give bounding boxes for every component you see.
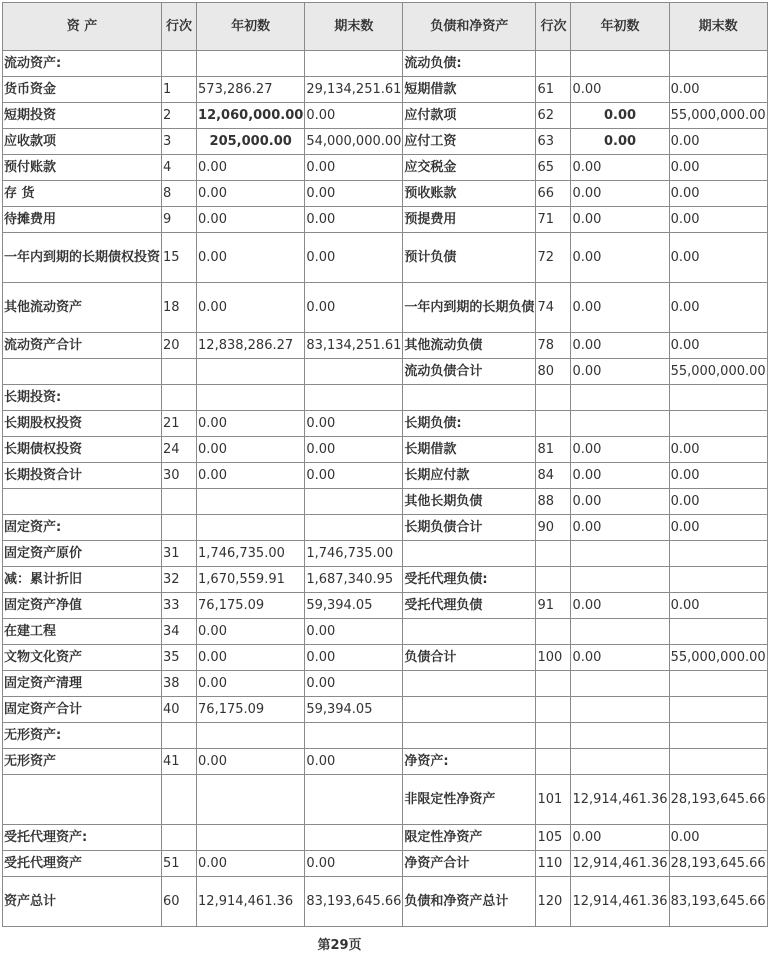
asset-line-no-cell (162, 775, 197, 825)
liability-ending-cell: 0.00 (669, 593, 767, 619)
table-row (3, 51, 768, 77)
liability-item-cell: 受托代理负债 (403, 593, 536, 619)
table-row (3, 283, 768, 333)
liability-beginning-cell (571, 411, 669, 437)
table-row (3, 825, 768, 851)
asset-line-no-cell: 51 (162, 851, 197, 877)
asset-beginning-cell: 12,060,000.00 (197, 103, 305, 129)
table-row (3, 181, 768, 207)
asset-ending-cell: 0.00 (305, 103, 403, 129)
table-row (3, 851, 768, 877)
liability-ending-cell: 0.00 (669, 515, 767, 541)
header-line-no: 行次 (536, 3, 571, 51)
liability-ending-cell (669, 671, 767, 697)
asset-item-cell: 固定资产清理 (3, 671, 162, 697)
liability-item-cell: 净资产合计 (403, 851, 536, 877)
liability-line-no-cell (536, 51, 571, 77)
asset-beginning-cell: 0.00 (197, 207, 305, 233)
asset-line-no-cell: 34 (162, 619, 197, 645)
asset-item-cell: 货币资金 (3, 77, 162, 103)
liability-line-no-cell: 61 (536, 77, 571, 103)
asset-item-cell: 待摊费用 (3, 207, 162, 233)
asset-item-cell: 固定资产: (3, 515, 162, 541)
table-row (3, 567, 768, 593)
liability-line-no-cell (536, 723, 571, 749)
asset-line-no-cell: 2 (162, 103, 197, 129)
liability-ending-cell: 55,000,000.00 (669, 645, 767, 671)
liability-line-no-cell (536, 385, 571, 411)
asset-item-cell (3, 359, 162, 385)
liability-beginning-cell (571, 671, 669, 697)
liability-ending-cell: 0.00 (669, 489, 767, 515)
liability-beginning-cell: 0.00 (571, 233, 669, 283)
liability-item-cell (403, 671, 536, 697)
header-line-no: 行次 (162, 3, 197, 51)
asset-line-no-cell (162, 385, 197, 411)
asset-item-cell: 存 货 (3, 181, 162, 207)
liability-beginning-cell: 0.00 (571, 359, 669, 385)
liability-beginning-cell: 12,914,461.36 (571, 851, 669, 877)
liability-item-cell: 应交税金 (403, 155, 536, 181)
liability-line-no-cell: 91 (536, 593, 571, 619)
liability-line-no-cell: 72 (536, 233, 571, 283)
liability-item-cell: 长期借款 (403, 437, 536, 463)
liability-ending-cell: 83,193,645.66 (669, 877, 767, 927)
asset-beginning-cell: 0.00 (197, 233, 305, 283)
liability-item-cell: 流动负债合计 (403, 359, 536, 385)
asset-ending-cell: 0.00 (305, 437, 403, 463)
asset-item-cell (3, 489, 162, 515)
table-row (3, 775, 768, 825)
liability-item-cell (403, 619, 536, 645)
asset-ending-cell (305, 359, 403, 385)
liability-item-cell: 应付款项 (403, 103, 536, 129)
asset-beginning-cell (197, 359, 305, 385)
liability-ending-cell (669, 51, 767, 77)
asset-beginning-cell: 76,175.09 (197, 593, 305, 619)
liability-item-cell: 其他流动负债 (403, 333, 536, 359)
asset-beginning-cell: 0.00 (197, 851, 305, 877)
asset-item-cell: 长期股权投资 (3, 411, 162, 437)
asset-item-cell: 流动资产: (3, 51, 162, 77)
asset-line-no-cell (162, 723, 197, 749)
table-row (3, 233, 768, 283)
liability-line-no-cell: 78 (536, 333, 571, 359)
liability-line-no-cell: 62 (536, 103, 571, 129)
liability-ending-cell: 55,000,000.00 (669, 359, 767, 385)
asset-item-cell: 在建工程 (3, 619, 162, 645)
asset-ending-cell: 0.00 (305, 645, 403, 671)
liability-ending-cell: 0.00 (669, 155, 767, 181)
liability-beginning-cell (571, 619, 669, 645)
liability-beginning-cell: 0.00 (571, 207, 669, 233)
liability-line-no-cell: 120 (536, 877, 571, 927)
asset-item-cell: 长期债权投资 (3, 437, 162, 463)
liability-line-no-cell (536, 411, 571, 437)
liability-beginning-cell (571, 541, 669, 567)
asset-beginning-cell: 1,670,559.91 (197, 567, 305, 593)
liability-ending-cell: 0.00 (669, 181, 767, 207)
liability-line-no-cell (536, 697, 571, 723)
liability-ending-cell: 0.00 (669, 437, 767, 463)
asset-ending-cell: 59,394.05 (305, 593, 403, 619)
liability-beginning-cell: 0.00 (571, 77, 669, 103)
table-row (3, 333, 768, 359)
liability-ending-cell: 0.00 (669, 207, 767, 233)
liability-item-cell: 应付工资 (403, 129, 536, 155)
asset-item-cell: 固定资产净值 (3, 593, 162, 619)
liability-line-no-cell (536, 749, 571, 775)
asset-ending-cell: 0.00 (305, 283, 403, 333)
asset-line-no-cell: 33 (162, 593, 197, 619)
asset-item-cell: 固定资产原价 (3, 541, 162, 567)
asset-item-cell: 应收款项 (3, 129, 162, 155)
asset-ending-cell: 0.00 (305, 749, 403, 775)
asset-ending-cell: 83,193,645.66 (305, 877, 403, 927)
liability-item-cell: 一年内到期的长期负债 (403, 283, 536, 333)
asset-line-no-cell (162, 51, 197, 77)
asset-ending-cell: 59,394.05 (305, 697, 403, 723)
liability-ending-cell (669, 541, 767, 567)
table-row (3, 463, 768, 489)
liability-beginning-cell: 0.00 (571, 645, 669, 671)
asset-item-cell: 文物文化资产 (3, 645, 162, 671)
asset-beginning-cell: 205,000.00 (197, 129, 305, 155)
asset-ending-cell: 54,000,000.00 (305, 129, 403, 155)
liability-item-cell (403, 697, 536, 723)
table-row (3, 155, 768, 181)
liability-beginning-cell: 0.00 (571, 283, 669, 333)
liability-beginning-cell: 0.00 (571, 333, 669, 359)
liability-item-cell (403, 541, 536, 567)
liability-beginning-cell: 0.00 (571, 825, 669, 851)
asset-item-cell: 减：累计折旧 (3, 567, 162, 593)
asset-beginning-cell (197, 515, 305, 541)
liability-ending-cell: 0.00 (669, 233, 767, 283)
liability-ending-cell: 0.00 (669, 129, 767, 155)
liability-item-cell: 非限定性净资产 (403, 775, 536, 825)
table-row (3, 619, 768, 645)
header-beginning: 年初数 (571, 3, 669, 51)
liability-ending-cell (669, 619, 767, 645)
asset-ending-cell: 83,134,251.61 (305, 333, 403, 359)
asset-ending-cell: 0.00 (305, 671, 403, 697)
liability-beginning-cell (571, 749, 669, 775)
asset-beginning-cell: 12,914,461.36 (197, 877, 305, 927)
asset-ending-cell (305, 489, 403, 515)
liability-ending-cell (669, 697, 767, 723)
asset-line-no-cell (162, 825, 197, 851)
liability-item-cell: 短期借款 (403, 77, 536, 103)
liability-item-cell: 负债和净资产总计 (403, 877, 536, 927)
liability-line-no-cell: 81 (536, 437, 571, 463)
liability-line-no-cell: 88 (536, 489, 571, 515)
liability-item-cell: 预提费用 (403, 207, 536, 233)
table-row (3, 437, 768, 463)
asset-beginning-cell (197, 51, 305, 77)
asset-ending-cell (305, 385, 403, 411)
liability-line-no-cell (536, 671, 571, 697)
asset-beginning-cell: 0.00 (197, 619, 305, 645)
asset-line-no-cell: 15 (162, 233, 197, 283)
asset-line-no-cell (162, 515, 197, 541)
table-row (3, 645, 768, 671)
liability-item-cell: 净资产: (403, 749, 536, 775)
asset-beginning-cell: 0.00 (197, 671, 305, 697)
table-row (3, 489, 768, 515)
liability-line-no-cell: 80 (536, 359, 571, 385)
liability-ending-cell (669, 567, 767, 593)
liability-item-cell (403, 385, 536, 411)
liability-line-no-cell: 66 (536, 181, 571, 207)
asset-line-no-cell: 40 (162, 697, 197, 723)
asset-line-no-cell (162, 489, 197, 515)
asset-beginning-cell: 0.00 (197, 411, 305, 437)
liability-ending-cell (669, 723, 767, 749)
asset-line-no-cell: 20 (162, 333, 197, 359)
asset-item-cell: 受托代理资产: (3, 825, 162, 851)
asset-line-no-cell: 4 (162, 155, 197, 181)
asset-beginning-cell (197, 723, 305, 749)
table-row (3, 697, 768, 723)
liability-item-cell: 预计负债 (403, 233, 536, 283)
liability-ending-cell: 0.00 (669, 825, 767, 851)
asset-line-no-cell: 24 (162, 437, 197, 463)
liability-beginning-cell: 0.00 (571, 463, 669, 489)
asset-ending-cell: 1,687,340.95 (305, 567, 403, 593)
table-row (3, 207, 768, 233)
asset-line-no-cell: 41 (162, 749, 197, 775)
liability-ending-cell: 0.00 (669, 77, 767, 103)
liability-item-cell: 限定性净资产 (403, 825, 536, 851)
table-row (3, 77, 768, 103)
asset-item-cell: 固定资产合计 (3, 697, 162, 723)
liability-beginning-cell: 0.00 (571, 437, 669, 463)
liability-line-no-cell (536, 567, 571, 593)
liability-ending-cell: 55,000,000.00 (669, 103, 767, 129)
asset-item-cell: 受托代理资产 (3, 851, 162, 877)
table-row (3, 359, 768, 385)
liability-line-no-cell: 84 (536, 463, 571, 489)
asset-beginning-cell: 76,175.09 (197, 697, 305, 723)
liability-ending-cell (669, 385, 767, 411)
asset-beginning-cell: 0.00 (197, 463, 305, 489)
liability-item-cell: 预收账款 (403, 181, 536, 207)
liability-beginning-cell: 0.00 (571, 129, 669, 155)
asset-item-cell: 短期投资 (3, 103, 162, 129)
liability-line-no-cell: 65 (536, 155, 571, 181)
asset-item-cell: 流动资产合计 (3, 333, 162, 359)
table-row (3, 515, 768, 541)
asset-item-cell: 无形资产 (3, 749, 162, 775)
liability-item-cell: 长期负债合计 (403, 515, 536, 541)
liability-item-cell (403, 723, 536, 749)
asset-ending-cell: 1,746,735.00 (305, 541, 403, 567)
asset-ending-cell: 29,134,251.61 (305, 77, 403, 103)
asset-beginning-cell: 12,838,286.27 (197, 333, 305, 359)
liability-item-cell: 受托代理负债: (403, 567, 536, 593)
asset-line-no-cell: 38 (162, 671, 197, 697)
header-beginning: 年初数 (197, 3, 305, 51)
table-row (3, 129, 768, 155)
asset-line-no-cell: 60 (162, 877, 197, 927)
asset-ending-cell (305, 775, 403, 825)
asset-line-no-cell: 35 (162, 645, 197, 671)
asset-line-no-cell: 31 (162, 541, 197, 567)
liability-item-cell: 其他长期负债 (403, 489, 536, 515)
asset-ending-cell: 0.00 (305, 233, 403, 283)
liability-item-cell: 长期应付款 (403, 463, 536, 489)
liability-beginning-cell: 0.00 (571, 515, 669, 541)
table-row (3, 411, 768, 437)
liability-ending-cell: 0.00 (669, 463, 767, 489)
asset-beginning-cell: 0.00 (197, 437, 305, 463)
liability-beginning-cell (571, 385, 669, 411)
asset-beginning-cell: 0.00 (197, 749, 305, 775)
asset-ending-cell (305, 51, 403, 77)
asset-line-no-cell: 21 (162, 411, 197, 437)
asset-ending-cell: 0.00 (305, 411, 403, 437)
table-row (3, 877, 768, 927)
liability-line-no-cell (536, 541, 571, 567)
balance-sheet-table (2, 2, 768, 927)
asset-ending-cell: 0.00 (305, 463, 403, 489)
liability-beginning-cell: 12,914,461.36 (571, 877, 669, 927)
asset-line-no-cell: 9 (162, 207, 197, 233)
asset-item-cell: 预付账款 (3, 155, 162, 181)
asset-beginning-cell: 573,286.27 (197, 77, 305, 103)
asset-item-cell: 长期投资: (3, 385, 162, 411)
table-row (3, 541, 768, 567)
header-ending: 期末数 (669, 3, 767, 51)
liability-line-no-cell: 110 (536, 851, 571, 877)
asset-line-no-cell: 32 (162, 567, 197, 593)
liability-beginning-cell (571, 567, 669, 593)
liability-beginning-cell: 0.00 (571, 103, 669, 129)
liability-item-cell: 负债合计 (403, 645, 536, 671)
asset-ending-cell: 0.00 (305, 207, 403, 233)
liability-ending-cell (669, 411, 767, 437)
liability-ending-cell: 0.00 (669, 333, 767, 359)
asset-beginning-cell: 0.00 (197, 181, 305, 207)
asset-beginning-cell: 0.00 (197, 283, 305, 333)
liability-ending-cell: 28,193,645.66 (669, 851, 767, 877)
liability-line-no-cell: 71 (536, 207, 571, 233)
asset-line-no-cell: 8 (162, 181, 197, 207)
liability-item-cell: 流动负债: (403, 51, 536, 77)
table-row (3, 103, 768, 129)
table-row (3, 723, 768, 749)
asset-beginning-cell: 0.00 (197, 645, 305, 671)
asset-beginning-cell: 1,746,735.00 (197, 541, 305, 567)
liability-line-no-cell: 105 (536, 825, 571, 851)
liability-line-no-cell (536, 619, 571, 645)
table-body (3, 51, 768, 927)
asset-item-cell: 长期投资合计 (3, 463, 162, 489)
table-row (3, 671, 768, 697)
liability-line-no-cell: 90 (536, 515, 571, 541)
liability-line-no-cell: 74 (536, 283, 571, 333)
liability-line-no-cell: 101 (536, 775, 571, 825)
asset-ending-cell: 0.00 (305, 181, 403, 207)
liability-beginning-cell: 0.00 (571, 181, 669, 207)
table-row (3, 385, 768, 411)
liability-beginning-cell: 12,914,461.36 (571, 775, 669, 825)
asset-ending-cell: 0.00 (305, 619, 403, 645)
asset-beginning-cell (197, 489, 305, 515)
liability-beginning-cell (571, 697, 669, 723)
asset-line-no-cell (162, 359, 197, 385)
table-row (3, 749, 768, 775)
liability-ending-cell (669, 749, 767, 775)
asset-item-cell: 资产总计 (3, 877, 162, 927)
header-ending: 期末数 (305, 3, 403, 51)
table-row (3, 593, 768, 619)
asset-beginning-cell (197, 775, 305, 825)
header-assets: 资 产 (3, 3, 162, 51)
asset-item-cell: 一年内到期的长期债权投资 (3, 233, 162, 283)
liability-beginning-cell: 0.00 (571, 489, 669, 515)
liability-line-no-cell: 100 (536, 645, 571, 671)
header-liabilities: 负债和净资产 (403, 3, 536, 51)
asset-beginning-cell: 0.00 (197, 155, 305, 181)
liability-item-cell: 长期负债: (403, 411, 536, 437)
page-number: 第29页 (317, 938, 362, 953)
liability-line-no-cell: 63 (536, 129, 571, 155)
liability-beginning-cell: 0.00 (571, 155, 669, 181)
liability-ending-cell: 0.00 (669, 283, 767, 333)
asset-line-no-cell: 18 (162, 283, 197, 333)
liability-beginning-cell: 0.00 (571, 593, 669, 619)
asset-beginning-cell (197, 385, 305, 411)
asset-line-no-cell: 3 (162, 129, 197, 155)
asset-item-cell: 无形资产: (3, 723, 162, 749)
liability-beginning-cell (571, 723, 669, 749)
liability-ending-cell: 28,193,645.66 (669, 775, 767, 825)
asset-ending-cell (305, 723, 403, 749)
asset-item-cell (3, 775, 162, 825)
asset-beginning-cell (197, 825, 305, 851)
asset-ending-cell: 0.00 (305, 155, 403, 181)
asset-ending-cell: 0.00 (305, 851, 403, 877)
table-header-row (3, 3, 768, 51)
asset-line-no-cell: 30 (162, 463, 197, 489)
asset-ending-cell (305, 825, 403, 851)
asset-ending-cell (305, 515, 403, 541)
asset-line-no-cell: 1 (162, 77, 197, 103)
asset-item-cell: 其他流动资产 (3, 283, 162, 333)
liability-beginning-cell (571, 51, 669, 77)
